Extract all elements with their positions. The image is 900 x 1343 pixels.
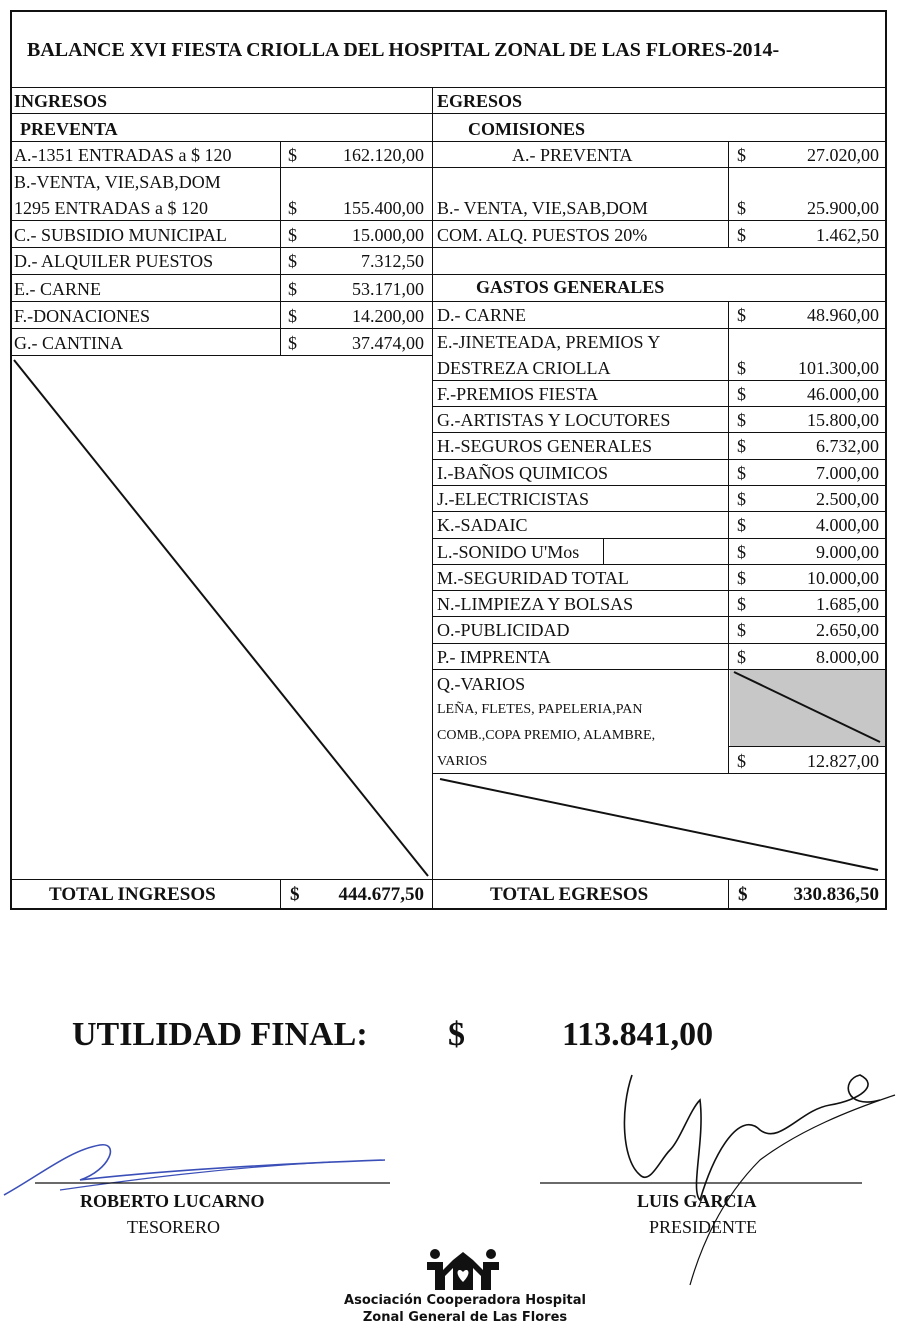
gasto-amount: 15.800,00 [807,410,879,430]
gasto-amount: 2.650,00 [816,620,879,640]
gasto-label: P.- IMPRENTA [437,647,551,667]
preventa-header: PREVENTA [20,119,118,139]
ingreso-amount: 14.200,00 [352,306,424,326]
currency-symbol: $ [737,384,746,404]
cooperadora-logo-icon [425,1248,501,1292]
currency-symbol: $ [737,542,746,562]
gasto-amount: 46.000,00 [807,384,879,404]
gasto-label: K.-SADAIC [437,515,528,535]
gasto-label: N.-LIMPIEZA Y BOLSAS [437,594,634,614]
gasto-label: H.-SEGUROS GENERALES [437,436,653,456]
ingreso-amount: 15.000,00 [352,225,424,245]
presidente-role: PRESIDENTE [649,1217,757,1237]
varios-detail: VARIOS [437,754,488,769]
egresos-header: EGRESOS [437,91,523,111]
ingreso-amount: 37.474,00 [352,333,424,353]
comision-label: COM. ALQ. PUESTOS 20% [437,225,648,245]
comision-label: B.- VENTA, VIE,SAB,DOM [437,198,648,218]
ingresos-header: INGRESOS [14,91,108,111]
comisiones-header: COMISIONES [468,119,586,139]
organization-line2: Zonal General de Las Flores [362,1310,568,1325]
utilidad-amount: 113.841,00 [562,1016,714,1053]
currency-symbol: $ [737,410,746,430]
gasto-amount: 101.300,00 [798,358,879,378]
varios-amount: 12.827,00 [807,751,879,771]
currency-symbol: $ [737,594,746,614]
total-egresos-label: TOTAL EGRESOS [490,884,649,905]
currency-symbol: $ [737,568,746,588]
currency-symbol: $ [288,279,297,299]
currency-symbol: $ [737,647,746,667]
gasto-label: G.-ARTISTAS Y LOCUTORES [437,410,671,430]
tesorero-signature [4,1145,385,1195]
currency-symbol: $ [288,198,297,218]
tesorero-signature-stroke [60,1162,330,1190]
gasto-label-line2: DESTREZA CRIOLLA [437,358,611,378]
total-ingresos-amount: 444.677,50 [338,884,424,905]
ingreso-amount: 53.171,00 [352,279,424,299]
gasto-amount: 1.685,00 [816,594,879,614]
ingreso-amount: 155.400,00 [343,198,424,218]
ingreso-label: G.- CANTINA [14,333,123,353]
gasto-label: L.-SONIDO U'Mos [437,542,580,562]
currency-symbol: $ [288,333,297,353]
comision-amount: 25.900,00 [807,198,879,218]
currency-symbol: $ [290,884,300,905]
gasto-label: I.-BAÑOS QUIMICOS [437,463,609,483]
varios-detail: LEÑA, FLETES, PAPELERIA,PAN [437,702,643,717]
tesorero-name: ROBERTO LUCARNO [80,1191,265,1211]
currency-symbol: $ [288,225,297,245]
ingreso-amount: 162.120,00 [343,145,424,165]
gasto-amount: 2.500,00 [816,489,879,509]
ingreso-label-line2: 1295 ENTRADAS a $ 120 [14,198,208,218]
currency-symbol: $ [737,751,746,771]
comision-label: A.- PREVENTA [512,145,633,165]
utilidad-label: UTILIDAD FINAL: [72,1016,368,1053]
gasto-label: D.- CARNE [437,305,526,325]
organization-line1: Asociación Cooperadora Hospital [344,1293,586,1308]
currency-symbol: $ [737,198,746,218]
currency-symbol: $ [737,358,746,378]
gasto-amount: 7.000,00 [816,463,879,483]
currency-symbol: $ [737,145,746,165]
gasto-label: E.-JINETEADA, PREMIOS Y [437,332,661,352]
gasto-amount: 10.000,00 [807,568,879,588]
presidente-name: LUIS GARCIA [637,1191,757,1211]
presidente-signature [624,1075,880,1200]
total-ingresos-label: TOTAL INGRESOS [49,884,216,905]
gasto-label: M.-SEGURIDAD TOTAL [437,568,629,588]
total-egresos-amount: 330.836,50 [793,884,879,905]
currency-symbol: $ [737,489,746,509]
gasto-label: F.-PREMIOS FIESTA [437,384,599,404]
currency-symbol: $ [737,463,746,483]
ingreso-label: E.- CARNE [14,279,101,299]
varios-label: Q.-VARIOS [437,674,526,694]
ingreso-label: B.-VENTA, VIE,SAB,DOM [14,172,221,192]
gasto-amount: 48.960,00 [807,305,879,325]
ingreso-label: C.- SUBSIDIO MUNICIPAL [14,225,227,245]
currency-symbol: $ [738,884,748,905]
gasto-amount: 9.000,00 [816,542,879,562]
currency-symbol: $ [737,225,746,245]
gasto-label: O.-PUBLICIDAD [437,620,570,640]
ingreso-label: D.- ALQUILER PUESTOS [14,251,214,271]
gasto-label: J.-ELECTRICISTAS [437,489,590,509]
comision-amount: 1.462,50 [816,225,879,245]
currency-symbol: $ [288,251,297,271]
gasto-amount: 8.000,00 [816,647,879,667]
currency-symbol: $ [737,620,746,640]
currency-symbol: $ [288,306,297,326]
gasto-amount: 6.732,00 [816,436,879,456]
ingreso-label: F.-DONACIONES [14,306,151,326]
currency-symbol: $ [737,515,746,535]
document-title: BALANCE XVI FIESTA CRIOLLA DEL HOSPITAL ZONAL DE LAS FLORES-2014- [27,39,780,61]
ingreso-label: A.-1351 ENTRADAS a $ 120 [14,145,232,165]
varios-detail: COMB.,COPA PREMIO, ALAMBRE, [437,728,656,743]
comision-amount: 27.020,00 [807,145,879,165]
currency-symbol: $ [737,305,746,325]
tesorero-role: TESORERO [127,1217,221,1237]
gastos-header: GASTOS GENERALES [476,277,665,297]
gasto-amount: 4.000,00 [816,515,879,535]
currency-symbol: $ [737,436,746,456]
ingreso-amount: 7.312,50 [361,251,424,271]
currency-symbol: $ [288,145,297,165]
utilidad-currency: $ [448,1016,465,1053]
